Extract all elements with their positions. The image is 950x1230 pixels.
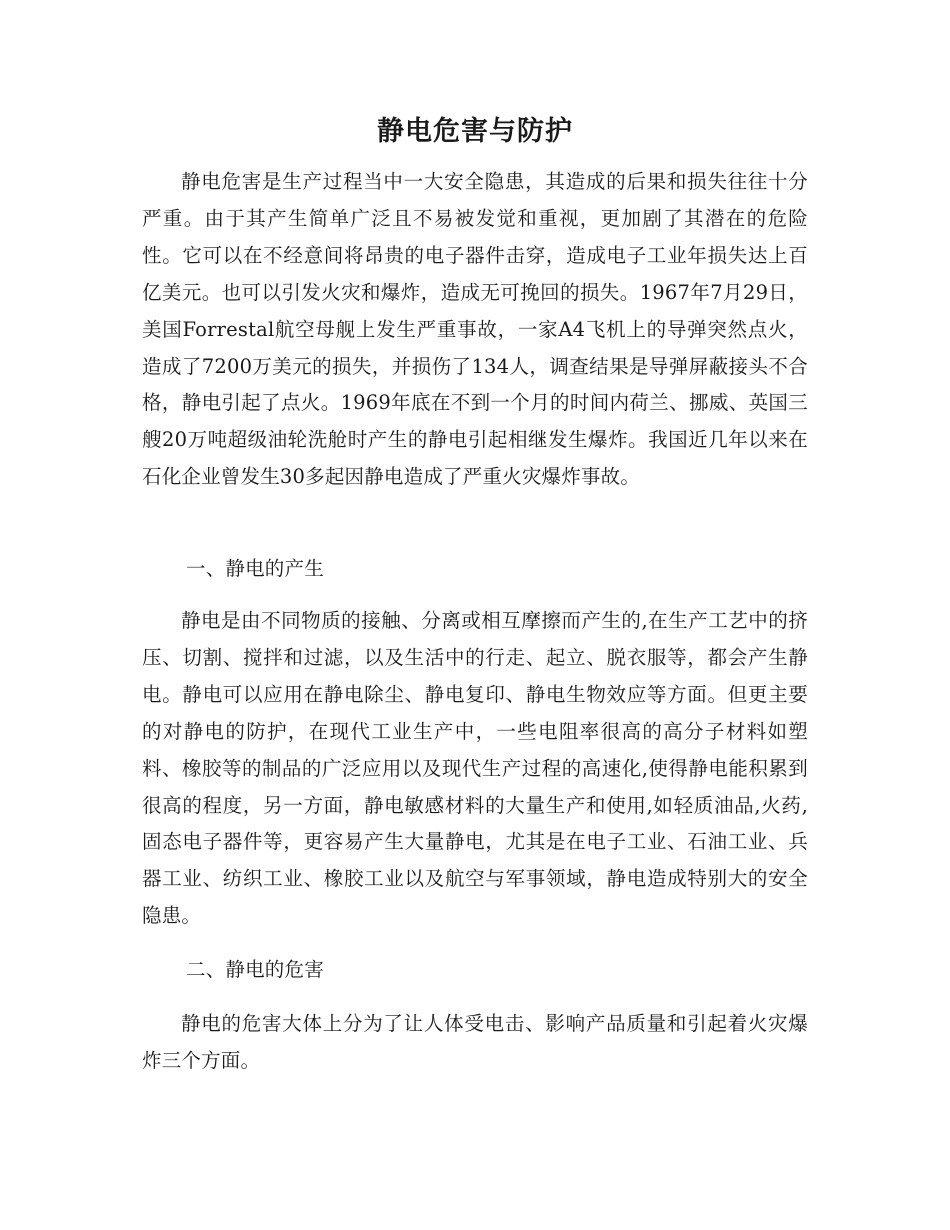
document-title: 静电危害与防护 — [377, 116, 573, 147]
section-body-hazards: 静电的危害大体上分为了让人体受电击、影响产品质量和引起着火灾爆炸三个方面。 — [142, 1012, 808, 1072]
section-heading-hazards: 二、静电的危害 — [186, 958, 324, 981]
section-body-generation: 静电是由不同物质的接触、分离或相互摩擦而产生的,在生产工艺中的挤压、切割、搅拌和过滤，以及生活中的行走、起立、脱衣服等，都会产生静电。静电可以应用在静电除尘、静电复印、静电生物效应等方面。但更主要的对静电的防护，在现代工业生产中，一些电阻率很高的高分子材料如塑料、橡胶等的制品的广泛应用以及现代生产过程的高速化,使得静电能积累到很高的程度，另一方面，静电敏感材料的大量生产和使用,如轻质油品,火药,固态电子器件等，更容易产生大量静电，尤其是在电子工业、石油工业、兵器工业、纺织工业、橡胶工业以及航空与军事领域，静电造成特别大的安全隐患。 — [142, 609, 808, 928]
intro-paragraph: 静电危害是生产过程当中一大安全隐患，其造成的后果和损失往往十分严重。由于其产生简单广泛且不易被发觉和重视，更加剧了其潜在的危险性。它可以在不经意间将昂贵的电子器件击穿，造成电子工业年损失达上百亿美元。也可以引发火灾和爆炸，造成无可挽回的损失。1967年7月29日，美国Forrestal航空母舰上发生严重事故，一家A4飞机上的导弹突然点火，造成了7200万美元的损失，并损伤了134人，调查结果是导弹屏蔽接头不合格，静电引起了点火。1969年底在不到一个月的时间内荷兰、挪威、英国三艘20万吨超级油轮洗舱时产生的静电引起相继发生爆炸。我国近几年以来在石化企业曾发生30多起因静电造成了严重火灾爆炸事故。 — [142, 170, 808, 489]
section-heading-generation: 一、静电的产生 — [186, 557, 324, 580]
